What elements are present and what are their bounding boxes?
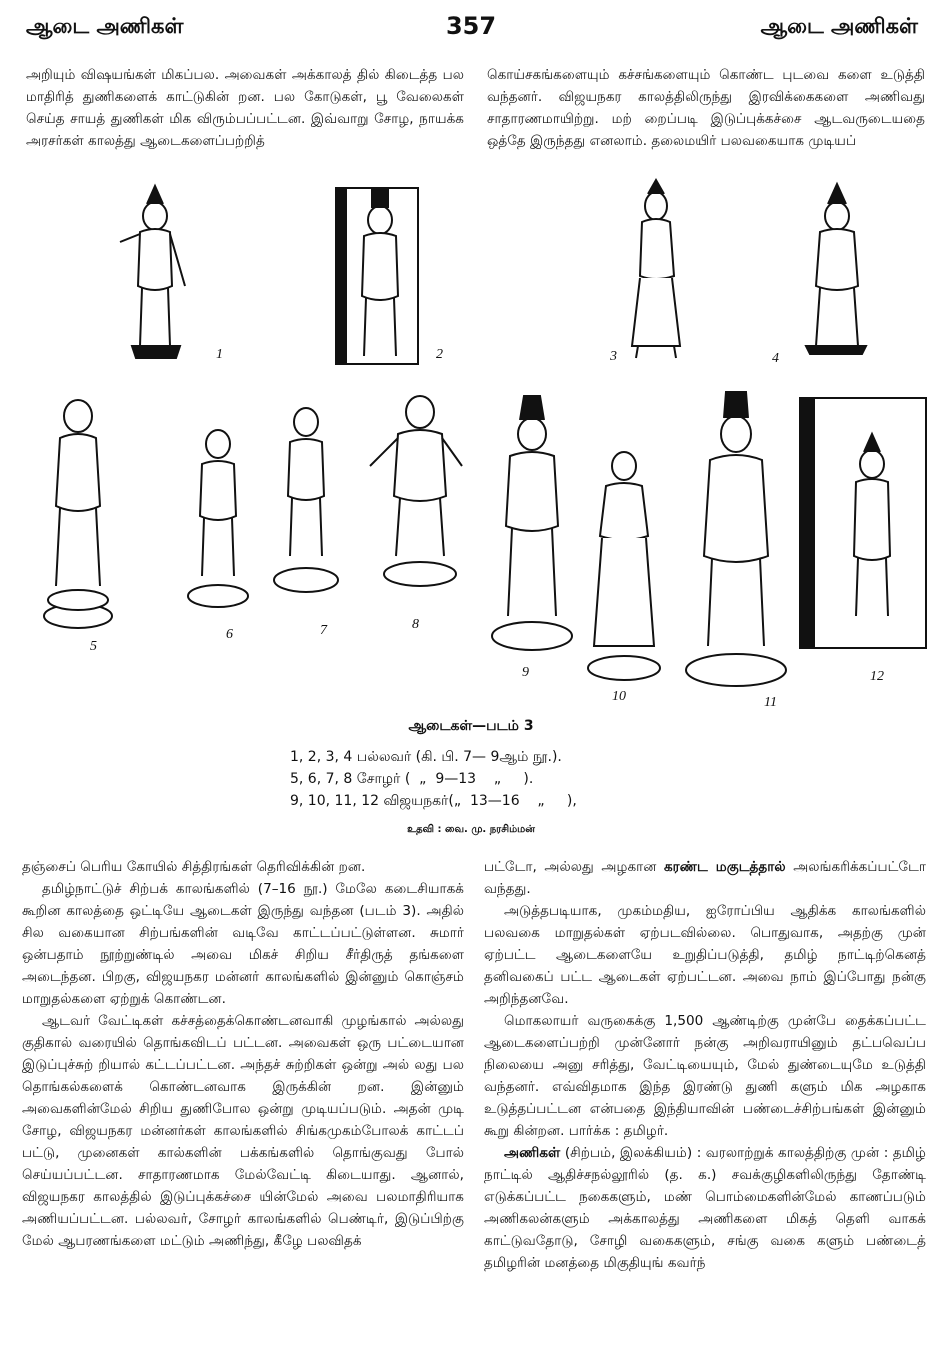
figure-caption-legend [290,746,690,812]
karanda-makutam-term: கரண்ட மகுடத்தால் [663,859,786,875]
running-title-left: ஆடை அணிகள் [26,14,184,38]
sculpture-figure-1 [120,186,185,358]
sculpture-figure-plate [20,176,930,708]
sculpture-figure-5 [44,400,112,628]
page-header [0,0,942,50]
sculpture-figure-9 [492,396,572,650]
sculpture-figure-7 [274,408,338,592]
top-right-paragraph: கொய்சகங்களையும் கச்சங்களையும் கொண்ட புடவை களை உடுத்தி வந்தனர். விஜயநகர காலத்திலிருந்து இரவிக்கைகளை அணிவது சாதாரணமாயிற்று. மற் றைப்படி இடுப்புக்கச்சை ஆடவருடையதை ஒத்தே இருந்தது எனலாம். தலைமயிர் பலவகையாக முடியப் [487,67,925,149]
anigal-body: (சிற்பம், இலக்கியம்) : வரலாற்றுக் காலத்திற்கு முன் : தமிழ் நாட்டில் ஆதிச்சநல்லூரில் (த. க.) சவக்குழிகளிலிருந்து தோண்டி எடுக்கப்பட்ட நகைகளும், மண் பொம்மைகளின்மேல் காணப்படும் அணிகலன்களும் அக்காலத்து அணிகளை மிகத் தெளி வாகக் காட்டுவதோடு, சோழி வகைகளும், சங்கு வகை களும் பண்டைத் தமிழரின் மனத்தை மிகுதியுங் கவர்ந் [484,1145,926,1271]
sculpture-figure-10 [588,452,660,680]
figure-label-5: 5 [90,639,97,654]
caption-line-chola: 5, 6, 7, 8 சோழர் ( „ 9—13 „ ). [290,771,534,787]
bottom-right-paragraph-2: அடுத்தபடியாக, முகம்மதிய, ஐரோப்பிய ஆதிக்க காலங்களில் பலவகை மாறுதல்கள் ஏற்படவில்லை. பொதுவாக, அதற்கு முன் ஏற்பட்ட ஆடைகளையே உறுதிப்படுத்தி, தமிழ் நாட்டிற்கெனத் தனிவகைப் பட்ட ஆடைகள் ஏற்பட்டன. அவை நாம் இப்போது நன்கு அறிந்தனவே. [484,903,926,1007]
figure-label-7: 7 [320,623,327,638]
caption-line-vijayanagar: 9, 10, 11, 12 விஜயநகர்(„ 13—16 „ ), [290,793,577,809]
top-left-paragraph: அறியும் விஷயங்கள் மிகப்பல. அவைகள் அக்காலத் தில் கிடைத்த பல மாதிரித் துணிகளைக் காட்டுகின் றன. பல கோடுகள், பூ வேலைகள் செய்த சாயத் துணிகள் மிக விரும்பப்பட்டன. இவ்வாறு சோழ, நாயக்க அரசர்கள் காலத்து ஆடைகளைப்பற்றித் [26,67,464,149]
figure-label-1: 1 [216,347,223,362]
top-right-column [487,64,925,152]
sculpture-figure-4 [806,184,866,354]
figure-credit: உதவி : வை. மு. நரசிம்மன் [407,824,535,835]
figure-label-12: 12 [870,669,884,684]
top-left-column [26,64,464,152]
bottom-left-paragraph-1: தஞ்சைப் பெரிய கோயில் சித்திரங்கள் தெரிவிக்கின் றன. [22,859,366,875]
bottom-left-column [22,856,464,1252]
figure-label-2: 2 [436,347,443,362]
figure-label-10: 10 [612,689,626,704]
figure-label-11: 11 [764,695,777,708]
caption-line-pallava: 1, 2, 3, 4 பல்லவர் (கி. பி. 7— 9ஆம் நூ.). [290,749,562,765]
page-number: 357 [445,12,497,40]
paragraph-1-end: அலங்கரிக்கப்பட்டோ வந்தது. [484,859,926,897]
bottom-left-paragraph-2: தமிழ்நாட்டுச் சிற்பக் காலங்களில் (7–16 நூ.) மேலே கடைசியாகக் கூறின காலத்தை ஒட்டியே ஆடைகள் இருந்து வந்தன (படம் 3). அதில் சில வகையான சிற்பங்களின் வடிவே காட்டப்பட்டுள்ளன. சுமார் ஒன்பதாம் நூற்றுண்டில் அவை மிகச் சிறிய சீர்திருத் தங்களை அடைந்தன. பிறகு, விஜயநகர மன்னர் காலங்களில் இன்னும் கொஞ்சம் மாறுதல்களை ஏற்றுக் கொண்டன. [22,881,464,1007]
bottom-right-paragraph-1 [484,856,926,900]
figure-label-4: 4 [772,351,779,366]
sculpture-figure-11 [686,392,786,686]
bottom-right-paragraph-4 [484,1142,926,1274]
figure-label-8: 8 [412,617,419,632]
figure-label-3: 3 [610,349,617,364]
sculpture-figure-6 [188,430,248,607]
bottom-left-paragraph-3: ஆடவர் வேட்டிகள் கச்சத்தைக்கொண்டனவாகி முழங்கால் அல்லது குதிகால் வரையில் தொங்கவிடப் பட்டன. அவைகள் ஒரு பட்டையான இடுப்புச்சுற் றியால் கட்டப்பட்டன. அந்தச் சுற்றிகள் ஒன்று அல் லது பல தொங்கல்களைக் கொண்டனவாக இருக்கின் றன. இன்னும் அவைகளின்மேல் சிறிய துணிபோல ஒன்று முடியப்படும். அதன் முடி சோழ, விஜயநகர மன்னர்கள் காலங்களில் சிங்கமுகம்போலக் காட்டப் பட்டு, முனைகள் கால்களின் பக்கங்களில் தொங்குவது போல் செய்யப்பட்டன. சாதாரணமாக மேல்வேட்டி கிடையாது. ஆனால், விஜயநகர காலத்தில் இடுப்புக்கச்சை யின்மேல் அவை பலமாதிரியாக அணியப்பட்டன. பல்லவர், சோழர் காலங்களில் பெண்டிர், இடுப்பிற்கு மேல் ஆபரணங்களை மட்டும் அணிந்து, கீழே பலவிதக் [22,1013,464,1249]
figure-label-9: 9 [522,665,529,680]
anigal-heading: அணிகள் [504,1145,561,1161]
sculpture-figure-8 [370,396,462,586]
sculpture-figure-12 [800,398,926,648]
sculpture-figure-2 [336,188,418,364]
sculpture-figure-3 [632,180,680,358]
figure-caption-title: ஆடைகள்—படம் 3 [408,718,534,734]
bottom-right-column [484,856,926,1274]
sculpture-illustrations [20,176,930,708]
running-title-right: ஆடை அணிகள் [760,14,918,38]
bottom-right-paragraph-3: மொகலாயர் வருகைக்கு 1,500 ஆண்டிற்கு முன்பே தைக்கப்பட்ட ஆடைகளைப்பற்றி முன்னோர் நன்கு அறிவராயினும் தட்பவெப்ப நிலையை அனு சரித்து, வேட்டியையும், மேல் துண்டையுமே உடுத்தி வந்தனர். எவ்விதமாக இந்த இரண்டு துணி களும் மிக அழகாக உடுத்தப்பட்டன என்பதை இந்தியாவின் பண்டைச்சிற்பங்கள் இன்னும் கூறு கின்றன. பார்க்க : தமிழர். [484,1013,926,1139]
figure-label-6: 6 [226,627,233,642]
paragraph-1-start: பட்டோ, அல்லது அழகான [484,859,664,875]
